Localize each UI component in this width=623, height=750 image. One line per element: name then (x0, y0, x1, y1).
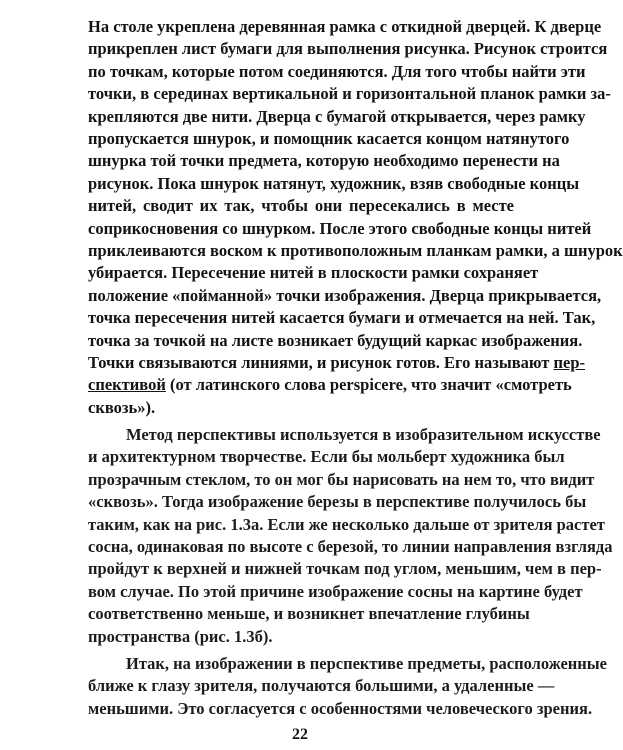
text-line: по точкам, которые потом соединяются. Для того чтобы найти эти (88, 61, 586, 81)
text-line: На столе укреплена деревянная рамка с откидной дверцей. К дверце (88, 17, 602, 36)
text-line: Метод перспективы используется в изобразительном искусстве (126, 425, 601, 444)
text-line: Точки связываются линиями, и рисунок готов. Его называют пер- (88, 353, 586, 372)
text-line: ближе к глазу зрителя, получаются большими, а удаленные — (88, 676, 555, 696)
text-line: таким, как на рис. 1.3а. Если же несколько дальше от зрителя растет (88, 514, 605, 534)
text-line: соприкосновения со шнурком. После этого свободные концы нитей (88, 218, 592, 238)
text-line: рисунок. Пока шнурок натянут, художник, взяв свободные концы (88, 173, 580, 193)
text-line: пространства (рис. 1.3б). (88, 626, 273, 646)
page-number: 22 (292, 726, 308, 743)
text-line: пройдут к верхней и нижней точкам под углом, меньшим, чем в пер- (88, 559, 602, 579)
text-line: меньшими. Это согласуется с особенностями человеческого зрения. (88, 698, 593, 718)
text-line: точка за точкой на листе возникает будущий каркас изображения. (88, 330, 583, 350)
term-perspective: спективой (88, 375, 166, 395)
text-line: прозрачным стеклом, то он мог бы нарисовать на нем то, что видит (88, 469, 595, 489)
text-line: Итак, на изображении в перспективе предметы, расположенные (126, 654, 607, 673)
text-line: нитей, сводит их так, чтобы они пересекались в месте (88, 196, 514, 216)
text-line: шнурка той точки предмета, которую необходимо перенести на (88, 151, 560, 171)
text-line: приклеиваются воском к противоположным планкам рамки, а шнурок (88, 241, 623, 260)
text-line: крепляются две нити. Дверца с бумагой открывается, через рамку (88, 106, 586, 126)
text-line: и архитектурном творчестве. Если бы мольберт художника был (88, 447, 565, 467)
text-line: соответственно меньше, и возникнет впечатление глубины (88, 604, 530, 624)
term-perspective: пер- (553, 353, 586, 372)
text-line: сосна, одинаковая по высоте с березой, то линии направления взгляда (88, 537, 613, 556)
text-line: прикреплен лист бумаги для выполнения рисунка. Рисунок строится (88, 39, 608, 59)
text-line: вом случае. По этой причине изображение сосны на картине будет (88, 581, 583, 601)
text-line: спективой (от латинского слова perspicere, что значит «смотреть (88, 375, 572, 395)
text-line: «сквозь». Тогда изображение березы в перспективе получилось бы (88, 492, 587, 512)
text-line: сквозь»). (88, 397, 156, 417)
text-line: точка пересечения нитей касается бумаги и отмечается на ней. Так, (88, 308, 596, 328)
text-line: точки, в серединах вертикальной и горизонтальной планок рамки за- (88, 84, 611, 104)
text-line: пропускается шнурок, и помощник касается концом натянутого (88, 129, 570, 148)
text-line: убирается. Пересечение нитей в плоскости рамки сохраняет (88, 263, 539, 283)
text-line: положение «пойманной» точки изображения. Дверца прикрывается, (88, 285, 602, 305)
